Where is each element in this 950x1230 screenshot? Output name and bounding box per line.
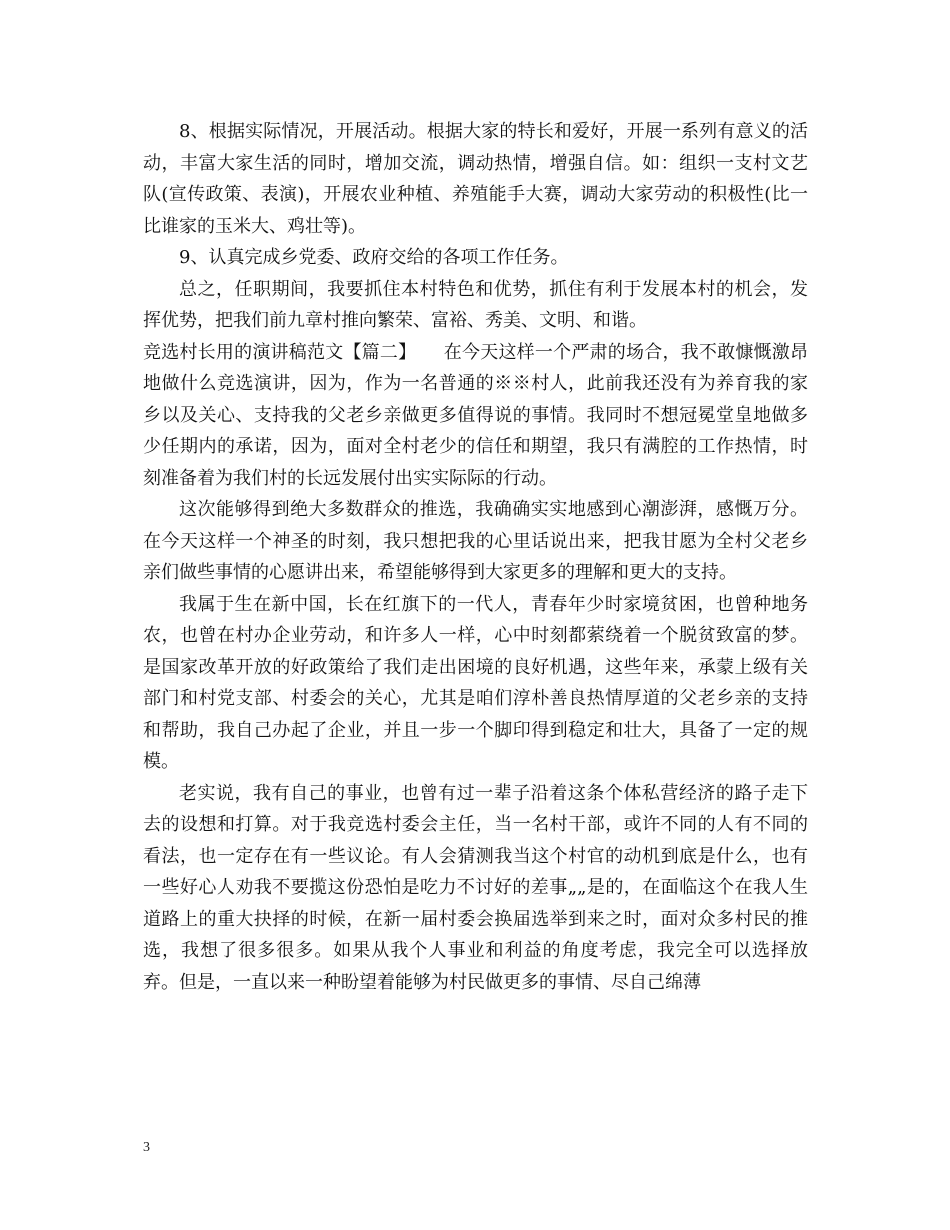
paragraph-summary: 总之，任职期间，我要抓住本村特色和优势，抓住有利于发展本村的机会，发挥优势，把我们前九章村推向繁荣、富裕、秀美、文明、和谐。 — [143, 278, 808, 331]
paragraph-section-two-heading: 竞选村长用的演讲稿范文【篇二】 在今天这样一个严肃的场合，我不敢慷慨激昂地做什么竞选演讲，因为，作为一名普通的※※村人，此前我还没有为养育我的家乡以及关心、支持我的父老乡亲做更多值得说的事情。我同时不想冠冕堂皇地做多少任期内的承诺，因为，面对全村老少的信任和期望，我只有满腔的工作热情，时刻准备着为我们村的长远发展付出实实际际的行动。 — [143, 341, 808, 489]
paragraph-item-9: 9、认真完成乡党委、政府交给的各项工作任务。 — [179, 247, 569, 268]
paragraph-gratitude: 这次能够得到绝大多数群众的推选，我确确实实地感到心潮澎湃，感慨万分。在今天这样一个神圣的时刻，我只想把我的心里话说出来，把我甘愿为全村父老乡亲们做些事情的心愿讲出来，希望能够得到大家更多的理解和更大的支持。 — [143, 499, 808, 583]
paragraph-item-8: 8、根据实际情况，开展活动。根据大家的特长和爱好，开展一系列有意义的活动，丰富大家生活的同时，增加交流，调动热情，增强自信。如：组织一支村文艺队(宣传政策、表演)，开展农业种植、养殖能手大赛，调动大家劳动的积极性(比一比谁家的玉米大、鸡壮等)。 — [143, 121, 808, 237]
document-body — [143, 116, 808, 998]
paragraph-motivation: 老实说，我有自己的事业，也曾有过一辈子沿着这条个体私营经济的路子走下去的设想和打算。对于我竞选村委会主任，当一名村干部，或许不同的人有不同的看法，也一定存在有一些议论。有人会猜测我当这个村官的动机到底是什么，也有一些好心人劝我不要揽这份恐怕是吃力不讨好的差事„„是的，在面临这个在我人生道路上的重大抉择的时候，在新一届村委会换届选举到来之时，面对众多村民的推选，我想了很多很多。如果从我个人事业和利益的角度考虑，我完全可以选择放弃。但是，一直以来一种盼望着能够为村民做更多的事情、尽自己绵薄 — [143, 782, 808, 993]
page-number: 3 — [143, 1140, 150, 1155]
paragraph-background: 我属于生在新中国，长在红旗下的一代人，青春年少时家境贫困，也曾种地务农，也曾在村办企业劳动，和许多人一样，心中时刻都萦绕着一个脱贫致富的梦。是国家改革开放的好政策给了我们走出困境的良好机遇，这些年来，承蒙上级有关部门和村党支部、村委会的关心，尤其是咱们淳朴善良热情厚道的父老乡亲的支持和帮助，我自己办起了企业，并且一步一个脚印得到稳定和壮大，具备了一定的规模。 — [143, 593, 808, 772]
